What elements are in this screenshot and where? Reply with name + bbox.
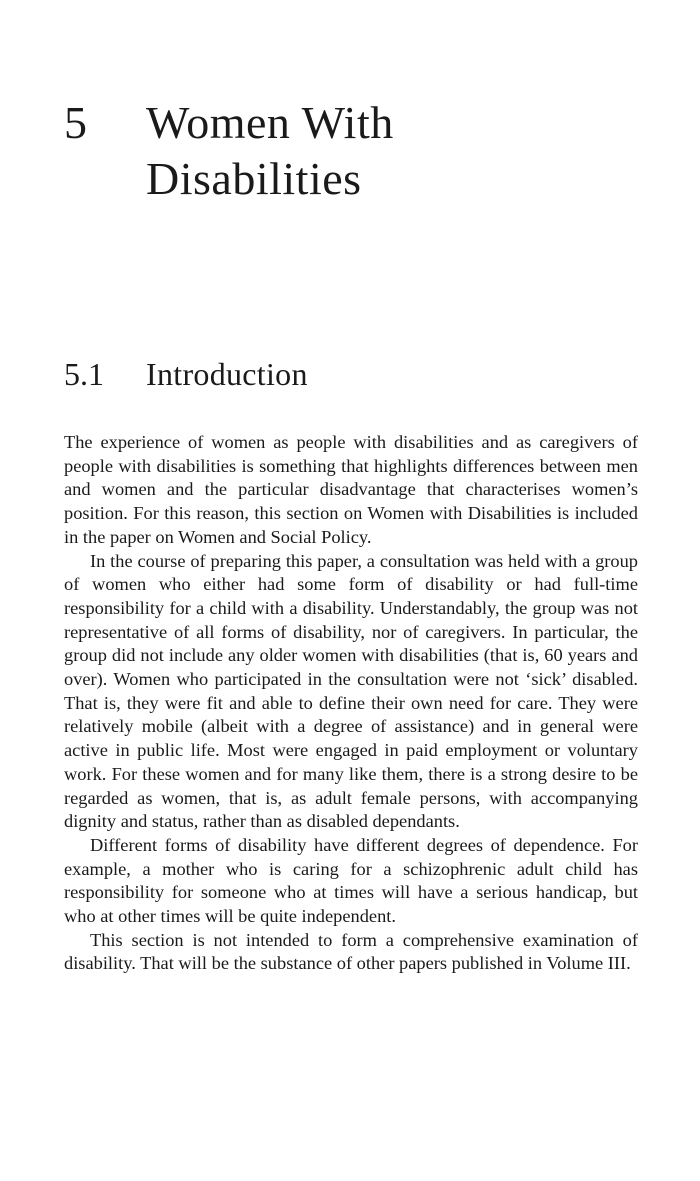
paragraph-4: This section is not intended to form a comprehensive examination of disability. That will be the substance of other papers published in Volume III.: [64, 929, 638, 974]
body-text: [64, 431, 638, 976]
section-number: 5.1: [64, 356, 104, 392]
section-heading: [64, 352, 664, 396]
chapter-heading: [64, 95, 664, 207]
chapter-number: 5: [64, 97, 87, 148]
paragraph-1: The experience of women as people with disabilities and as caregivers of people with disabilities is something that highlights differences between men and women and the particular disadvantage that characterises women’s position. For this reason, this section on Women with Disabilities is included in the paper on Women and Social Policy.: [64, 432, 638, 547]
paragraph-2: In the course of preparing this paper, a consultation was held with a group of women who either had some form of disability or had full-time responsibility for a child with a disability. Understandably, the group was not representative of all forms of disability, nor of caregivers. In particular, the group did not include any older women with disabilities (that is, 60 years and over). Women who participated in the consultation were not ‘sick’ disabled. That is, they were fit and able to define their own need for care. They were relatively mobile (albeit with a degree of assistance) and in general were active in public life. Most were engaged in paid employment or voluntary work. For these women and for many like them, there is a strong desire to be regarded as women, that is, as adult female persons, with accompanying dignity and status, rather than as disabled dependants.: [64, 550, 638, 832]
chapter-title-line-2: Disabilities: [146, 153, 362, 204]
section-title: Introduction: [146, 356, 308, 392]
paragraph-3: Different forms of disability have different degrees of dependence. For example, a mother who is caring for a schizophrenic adult child has responsibility for someone who at times will have a serious handicap, but who at other times will be quite independent.: [64, 834, 638, 927]
chapter-title: [146, 95, 394, 207]
chapter-title-line-1: Women With: [146, 97, 394, 148]
